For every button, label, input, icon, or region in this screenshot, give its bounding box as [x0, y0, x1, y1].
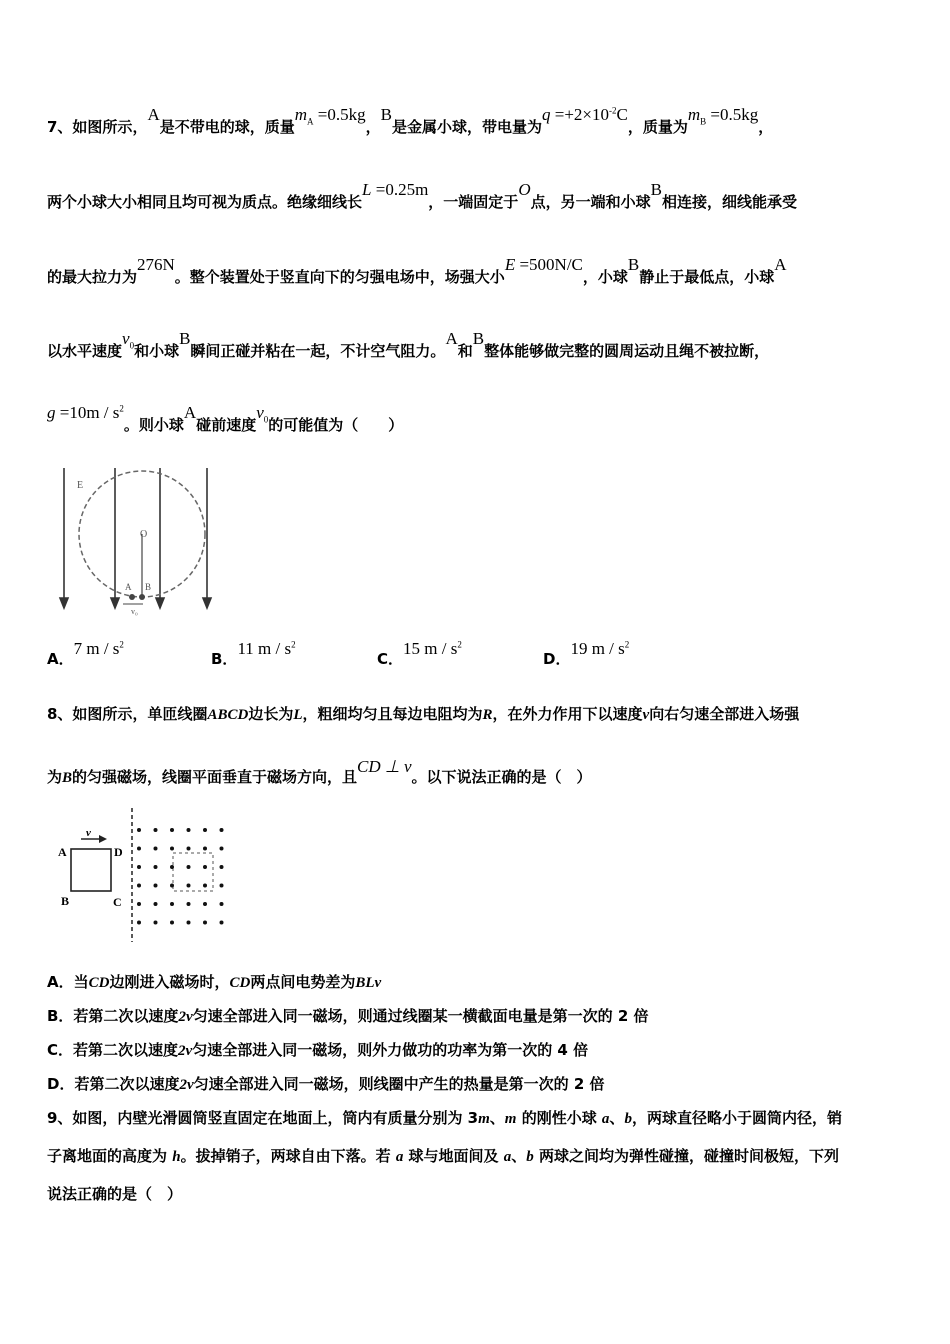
q7-option-c[interactable]	[377, 639, 462, 669]
var-a: a	[503, 1149, 512, 1165]
var-BLv: BLv	[355, 975, 382, 991]
field-dot	[154, 865, 158, 869]
field-dot	[203, 921, 207, 925]
text: 匀速全部进入同一磁场，则线圈中产生的热量是第一次的 2 倍	[193, 1075, 605, 1093]
field-dot	[154, 921, 158, 925]
var-a: a	[395, 1149, 404, 1165]
field-dot	[137, 884, 141, 888]
text: 边刚进入磁场时，	[109, 973, 230, 991]
text: 向右匀速全部进入场强	[649, 705, 800, 723]
q8-option-a[interactable]	[47, 971, 381, 992]
field-dot	[137, 921, 141, 925]
text: 。以下说法正确的是（ ）	[411, 768, 592, 786]
center-label-O: O	[140, 529, 148, 540]
field-dot	[203, 865, 207, 869]
field-dot	[170, 828, 174, 832]
label-A: A	[183, 403, 197, 422]
field-dot	[220, 902, 224, 906]
var-2v: 2v	[178, 1009, 193, 1025]
field-dot	[203, 828, 207, 832]
field-dot	[137, 828, 141, 832]
text: 8、如图所示，单匝线圈	[47, 705, 208, 723]
option-value: 11 m / $s^2$	[237, 639, 296, 658]
length-L: L =0.25m	[362, 180, 429, 199]
corner-A: A	[58, 845, 67, 859]
text: 边长为	[248, 705, 294, 723]
var-2v: 2v	[179, 1077, 194, 1093]
text: 的最大拉力为	[47, 268, 138, 286]
text: ，	[758, 118, 774, 136]
q7-line-5	[47, 403, 404, 436]
text: 的匀强磁场，线圈平面垂直于磁场方向，且	[72, 768, 358, 786]
field-dot	[170, 902, 174, 906]
q7-option-b[interactable]	[211, 639, 296, 669]
text: A．当	[47, 973, 89, 991]
q7-line-3	[47, 255, 787, 287]
text: D．若第二次以速度	[47, 1075, 180, 1093]
var-L: L	[293, 707, 303, 723]
option-value: 19 m / $s^2$	[570, 639, 630, 658]
field-dot	[170, 865, 174, 869]
field-dot	[170, 884, 174, 888]
text: C．若第二次以速度	[47, 1041, 179, 1059]
text: 。则小球	[123, 416, 184, 434]
q8-figure	[55, 805, 235, 947]
field-dot	[154, 828, 158, 832]
var-CD: CD	[229, 975, 251, 991]
field-dot	[187, 865, 191, 869]
corner-B: B	[61, 894, 70, 908]
var-v: v	[642, 707, 650, 723]
text: 、	[489, 1109, 505, 1127]
option-label: C．	[377, 650, 404, 668]
text: 匀速全部进入同一磁场，则通过线圈某一横截面电量是第一次的 2 倍	[192, 1007, 649, 1025]
label-B: B	[650, 180, 662, 199]
field-dot	[203, 847, 207, 851]
point-O: O	[518, 180, 531, 199]
text: 两个小球大小相同且均可视为质点。绝缘细线长	[47, 193, 363, 211]
field-dot	[187, 884, 191, 888]
field-dot	[220, 921, 224, 925]
field-dot	[187, 921, 191, 925]
text: 子离地面的高度为	[47, 1147, 173, 1165]
text: 为	[47, 768, 63, 786]
text: 两球之间均为弹性碰撞，碰撞时间极短，下列	[533, 1147, 840, 1165]
text: 。拔掉销子，两球自由下落。若	[180, 1147, 396, 1165]
var-2v: 2v	[178, 1043, 193, 1059]
field-dot	[170, 847, 174, 851]
text: ，一端固定于	[428, 193, 519, 211]
field-E: E =500N/C	[504, 255, 583, 274]
velocity-v0: $v_0$	[122, 329, 135, 351]
text: 、	[609, 1109, 625, 1127]
field-dot	[220, 828, 224, 832]
text: ，	[365, 118, 381, 136]
option-value: 15 m / $s^2$	[403, 639, 462, 658]
max-tension: 276N	[137, 255, 175, 274]
q7-line-4	[47, 329, 770, 362]
ball-label-A: A	[125, 582, 132, 592]
label-B: B	[627, 255, 640, 274]
text: 和	[457, 342, 473, 360]
var-R: R	[482, 707, 493, 723]
q8-option-b[interactable]	[47, 1005, 649, 1026]
label-A: A	[774, 255, 787, 274]
q9-line-1	[47, 1107, 842, 1128]
q7-number: 7、如图所示，	[47, 118, 148, 136]
option-label: A．	[47, 650, 74, 668]
var-b: b	[624, 1111, 632, 1127]
var-h: h	[172, 1149, 181, 1165]
q7-option-a[interactable]	[47, 639, 124, 669]
mass-B: $m_B =0.5kg$	[687, 105, 759, 127]
var-CD: CD	[88, 975, 110, 991]
field-dot	[220, 884, 224, 888]
text: ，粗细均匀且每边电阻均为	[302, 705, 483, 723]
text: 匀速全部进入同一磁场，则外力做功的功率为第一次的 4 倍	[192, 1041, 589, 1059]
text: 点，另一端和小球	[530, 193, 651, 211]
coil-name: ABCD	[207, 707, 249, 723]
text: 以水平速度	[47, 342, 123, 360]
var-m: m	[504, 1111, 517, 1127]
q8-line-2	[47, 757, 592, 787]
text: 9、如图，内壁光滑圆筒竖直固定在地面上，筒内有质量分别为 3	[47, 1109, 479, 1127]
label-B: B	[472, 329, 485, 348]
magnetic-field-dots	[137, 828, 224, 925]
field-dot	[137, 902, 141, 906]
field-dot	[137, 865, 141, 869]
corner-D: D	[114, 845, 123, 859]
label-B: B	[179, 329, 191, 348]
field-dot	[154, 884, 158, 888]
q9-line-2	[47, 1145, 839, 1166]
option-label: B．	[211, 650, 238, 668]
text: 的可能值为（ ）	[268, 416, 404, 434]
q8-option-c[interactable]	[47, 1039, 588, 1060]
field-label-E: E	[77, 480, 84, 491]
q7-option-d[interactable]	[543, 639, 630, 669]
option-label: D．	[543, 650, 571, 668]
field-dot	[170, 921, 174, 925]
field-dot	[154, 847, 158, 851]
text: 和小球	[134, 342, 180, 360]
text: ，在外力作用下以速度	[492, 705, 643, 723]
text: 静止于最低点，小球	[639, 268, 775, 286]
text: 的刚性小球	[516, 1109, 602, 1127]
q9-line-3	[47, 1183, 182, 1204]
text: 是不带电的球，质量	[159, 118, 295, 136]
q8-option-d[interactable]	[47, 1073, 605, 1094]
text: B．若第二次以速度	[47, 1007, 179, 1025]
label-B: B	[380, 105, 392, 124]
text: ，小球	[582, 268, 628, 286]
charge: $q =+2\times 10^{-2}C$	[542, 105, 628, 124]
field-dot	[220, 847, 224, 851]
q7-line-2	[47, 180, 797, 212]
text: 。整个装置处于竖直向下的匀强电场中，场强大小	[174, 268, 505, 286]
mass-A: $m_A =0.5kg$	[294, 105, 366, 127]
option-value: 7 m / $s^2$	[73, 639, 124, 658]
field-dot	[154, 902, 158, 906]
perpendicular-condition: CD ⊥ v	[357, 757, 412, 776]
text: 球与地面间及	[403, 1147, 504, 1165]
field-dot	[187, 902, 191, 906]
text: 、	[511, 1147, 527, 1165]
q8-line-1	[47, 703, 799, 724]
text: 碰前速度	[196, 416, 257, 434]
text: ，两球直径略小于圆筒内径，销	[631, 1109, 842, 1127]
label-A: A	[147, 105, 160, 124]
q7-line-1	[47, 105, 774, 138]
text: 整体能够做完整的圆周运动且绳不被拉断，	[484, 342, 770, 360]
text: 是金属小球，带电量为	[391, 118, 542, 136]
text: 瞬间正碰并粘在一起，不计空气阻力。	[190, 342, 446, 360]
var-m: m	[478, 1111, 490, 1127]
label-A: A	[445, 329, 458, 348]
text: 两点间电势差为	[250, 973, 356, 991]
ball-label-B: B	[145, 582, 152, 592]
velocity-label: v	[86, 827, 91, 839]
field-dot	[203, 884, 207, 888]
field-dot	[203, 902, 207, 906]
q7-figure	[55, 462, 220, 617]
gravity-g: $g =10m / s^2$	[47, 403, 124, 422]
text: ，质量为	[627, 118, 688, 136]
velocity-label: v₀	[131, 607, 138, 616]
var-B: B	[62, 770, 73, 786]
text: 说法正确的是（ ）	[47, 1185, 183, 1203]
text: 相连接，细线能承受	[661, 193, 797, 211]
var-a: a	[601, 1111, 610, 1127]
corner-C: C	[113, 895, 122, 909]
field-dot	[137, 847, 141, 851]
field-dot	[220, 865, 224, 869]
field-dot	[187, 847, 191, 851]
var-b: b	[526, 1149, 534, 1165]
velocity-v0: $v_0$	[256, 403, 269, 425]
field-dot	[187, 828, 191, 832]
